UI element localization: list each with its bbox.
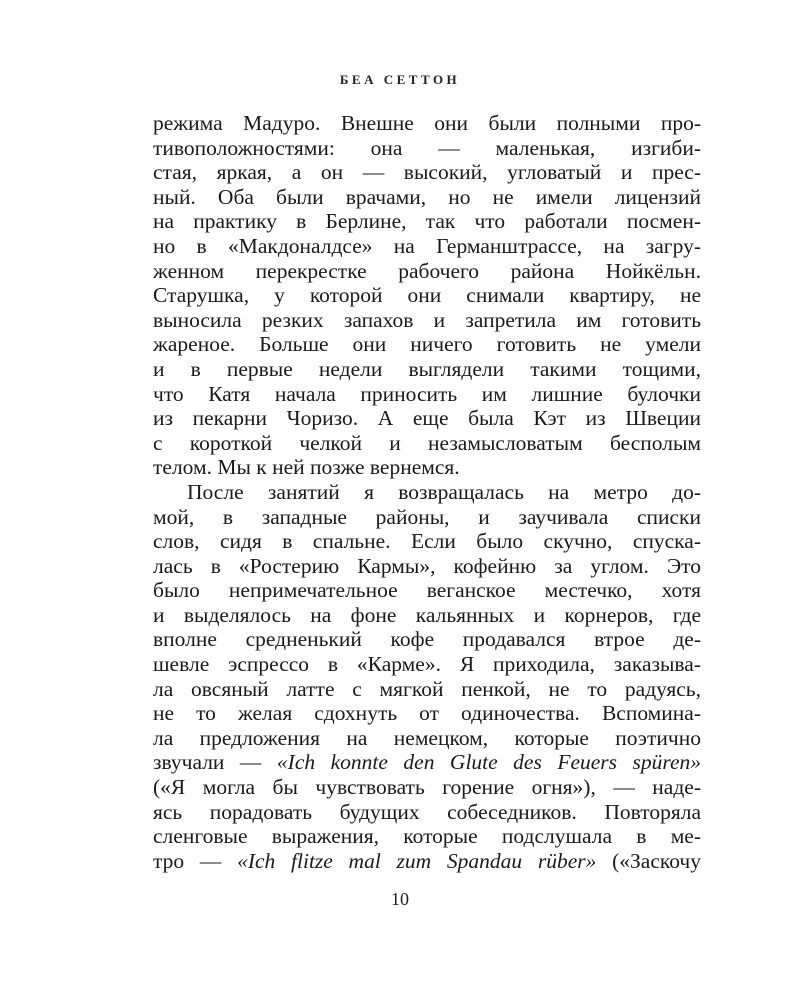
text-segment: («Заскочу (596, 848, 701, 873)
text-line: («Я могла бы чувствовать горение огня»), — наде- (153, 775, 701, 800)
body-text (153, 111, 701, 873)
text-line: ясь порадовать будущих собеседников. Повторяла (153, 799, 701, 824)
text-line: на практику в Берлине, так что работали посмен- (153, 209, 701, 234)
text-line: тивоположностями: она — маленькая, изгиби- (153, 135, 701, 160)
text-line: что Катя начала приносить им лишние булочки (153, 381, 701, 406)
text-line: стая, яркая, а он — высокий, угловатый и прес- (153, 160, 701, 185)
text-line: женном перекрестке рабочего района Нойкёльн. (153, 258, 701, 283)
text-line: из пекарни Чоризо. А еще была Кэт из Швеции (153, 406, 701, 431)
text-line: шевле эспрессо в «Карме». Я приходила, заказыва- (153, 652, 701, 677)
text-line: не то желая сдохнуть от одиночества. Вспомина- (153, 701, 701, 726)
italic-quote: «Ich flitze mal zum Spandau rüber» (237, 848, 597, 873)
text-line: выносила резких запахов и запретила им готовить (153, 307, 701, 332)
text-line: и в первые недели выглядели такими тощими, (153, 356, 701, 381)
text-line: ла овсяный латте с мягкой пенкой, не то радуясь, (153, 676, 701, 701)
text-line (153, 849, 701, 874)
text-line: ла предложения на немецком, которые поэтично (153, 725, 701, 750)
text-line (153, 750, 701, 775)
text-line: мой, в западные районы, и заучивала списки (153, 504, 701, 529)
text-line: лась в «Ростерию Кармы», кофейню за углом. Это (153, 553, 701, 578)
text-line: слов, сидя в спальне. Если было скучно, спуска- (153, 529, 701, 554)
text-line: было непримечательное веганское местечко, хотя (153, 578, 701, 603)
text-line: режима Мадуро. Внешне они были полными про- (153, 111, 701, 135)
paragraph (153, 480, 701, 874)
text-line: жареное. Больше они ничего готовить не умели (153, 332, 701, 357)
text-segment: звучали — (153, 750, 277, 775)
running-head: БЕА СЕТТОН (339, 72, 461, 87)
text-line: вполне средненький кофе продавался втрое де- (153, 627, 701, 652)
text-line: Старушка, у которой они снимали квартиру, не (153, 283, 701, 308)
text-segment: тро — (153, 848, 238, 873)
text-line: сленговые выражения, которые подслушала в ме- (153, 824, 701, 849)
italic-quote: «Ich konnte den Glute des Feuers spüren» (276, 750, 701, 775)
paragraph-continued (153, 111, 701, 480)
text-line: телом. Мы к ней позже вернемся. (153, 455, 460, 480)
text-line: и выделялось на фоне кальянных и корнеров, где (153, 602, 701, 627)
text-line: После занятий я возвращалась на метро до- (187, 479, 701, 504)
text-line: с короткой челкой и незамысловатым бесполым (153, 430, 701, 455)
text-line: но в «Макдоналдсе» на Германштрассе, на загру- (153, 233, 701, 258)
page-number: 10 (391, 889, 409, 909)
text-line: ный. Оба были врачами, но не имели лицензий (153, 184, 701, 209)
